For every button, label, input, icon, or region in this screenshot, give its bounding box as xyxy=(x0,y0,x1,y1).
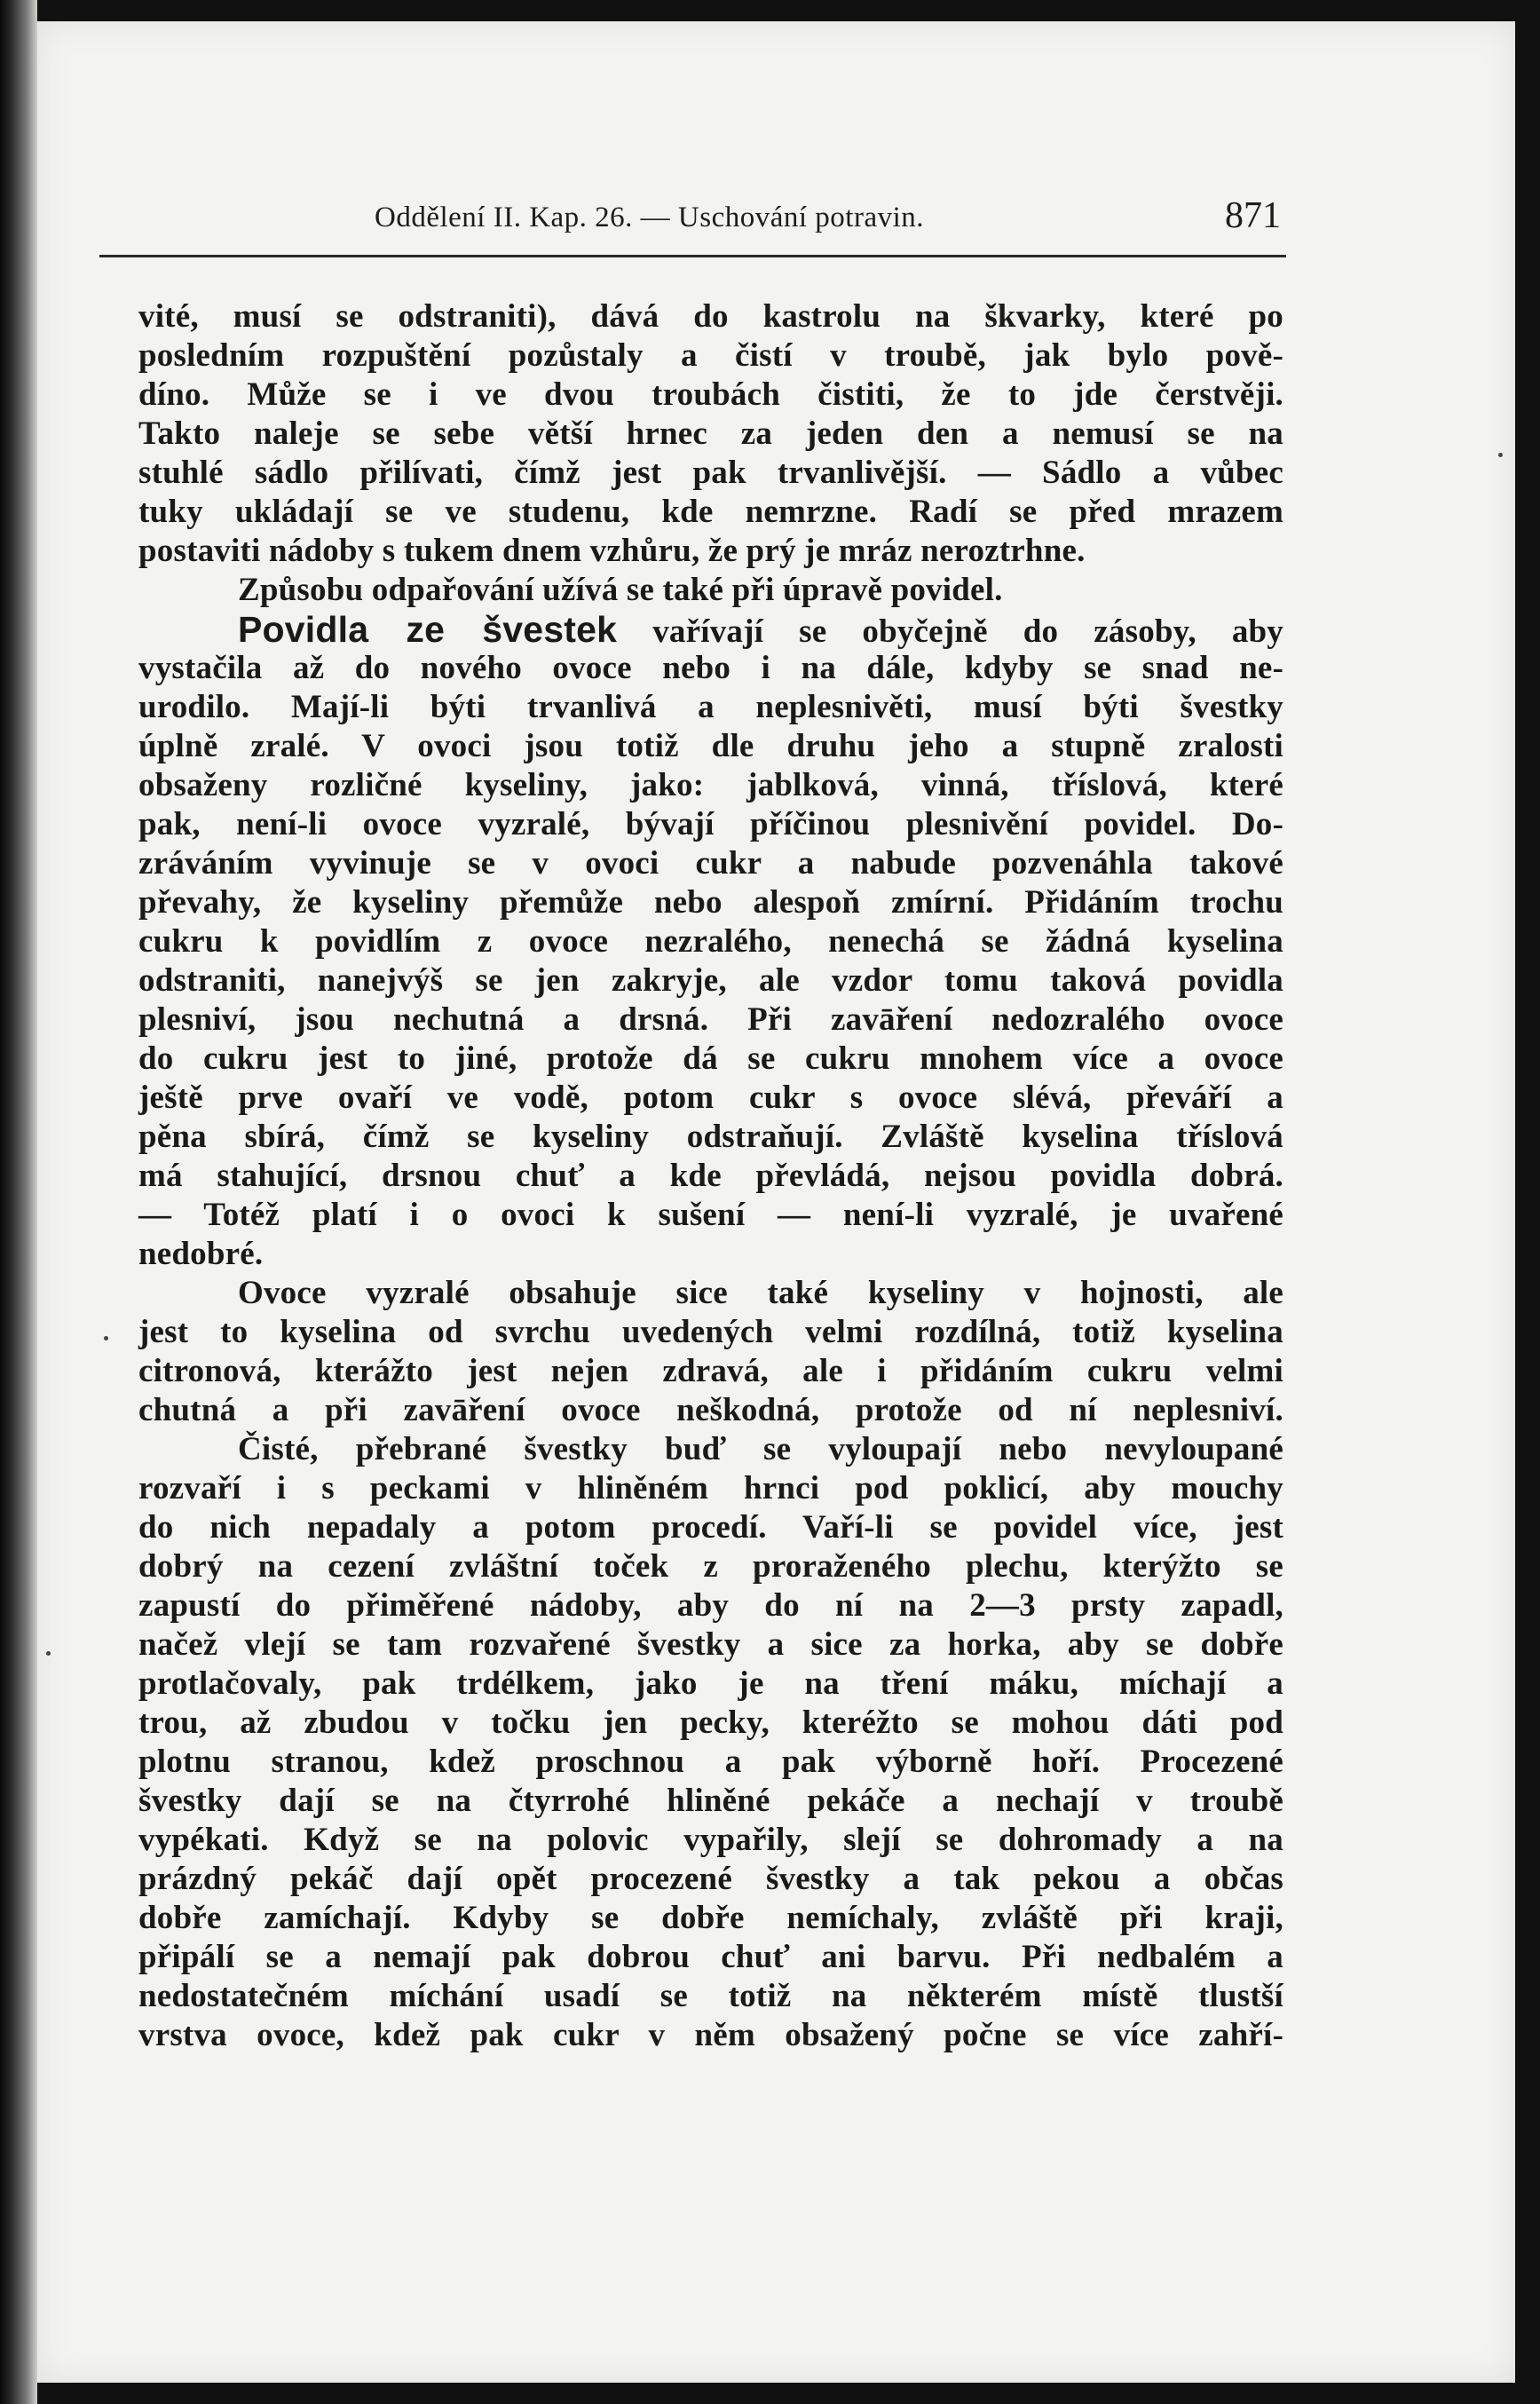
text-line: díno. Může se i ve dvou troubách čistiti, že to jde čerstvěji. xyxy=(138,376,1283,413)
text-line: ještě prve ovaří ve vodě, potom cukr s ovoce slévá, převáří a xyxy=(138,1079,1283,1116)
text-line: pěna sbírá, čímž se kyseliny odstraňují. Zvláště kyselina tříslová xyxy=(138,1119,1283,1155)
text-line: zráváním vyvinuje se v ovoci cukr a nabude pozvenáhla takové xyxy=(138,845,1283,882)
text-line: obsaženy rozličné kyseliny, jako: jablková, vinná, tříslová, které xyxy=(138,767,1283,803)
text-line: vypékati. Když se na polovic vypařily, slejí se dohromady a na xyxy=(138,1822,1283,1858)
text-line: vystačila až do nového ovoce nebo i na dále, kdyby se snad ne- xyxy=(138,650,1283,686)
text-line: nedobré. xyxy=(138,1236,264,1272)
text-line: tuky ukládají se ve studenu, kde nemrzne. Radí se před mrazem xyxy=(138,494,1283,530)
paragraph-start-line: Povidla ze švestek vařívají se obyčejně do zásoby, aby xyxy=(238,609,1283,650)
text-line: dobrý na cezení zvláštní toček z proraženého plechu, kterýžto se xyxy=(138,1548,1283,1585)
text-line: zapustí do přiměřené nádoby, aby do ní na 2—3 prsty zapadl, xyxy=(138,1587,1283,1624)
text-line: úplně zralé. V ovoci jsou totiž dle druhu jeho a stupně zralosti xyxy=(138,728,1283,764)
text-line: nedostatečném míchání usadí se totiž na některém místě tlustší xyxy=(138,1978,1283,2014)
text-line: trou, až zbudou v točku jen pecky, kteréžto se mohou dáti pod xyxy=(138,1704,1283,1741)
text-line: pak, není-li ovoce vyzralé, bývají příčinou plesnivění povidel. Do- xyxy=(138,806,1283,842)
body-text xyxy=(138,297,1283,2055)
text-line: připálí se a nemají pak dobrou chuť ani barvu. Při nedbalém a xyxy=(138,1939,1283,1975)
text-line: švestky dají se na čtyrrohé hliněné pekáče a nechají v troubě xyxy=(138,1783,1283,1819)
paragraph-start-line: Ovoce vyzralé obsahuje sice také kyseliny v hojnosti, ale xyxy=(238,1275,1283,1311)
text-line: vité, musí se odstraniti), dává do kastrolu na škvarky, které po xyxy=(138,298,1283,335)
running-header xyxy=(99,191,1286,244)
text-line: prázdný pekáč dají opět procezené švestky a tak pekou a občas xyxy=(138,1861,1283,1897)
text-line: dobře zamíchají. Kdyby se dobře nemíchaly, zvláště při kraji, xyxy=(138,1900,1283,1936)
text-line: má stahující, drsnou chuť a kde převládá, nejsou povidla dobrá. xyxy=(138,1158,1283,1194)
text-line: do cukru jest to jiné, protože dá se cukru mnohem více a ovoce xyxy=(138,1040,1283,1077)
text-line: plesniví, jsou nechutná a drsná. Při zavāření nedozralého ovoce xyxy=(138,1001,1283,1038)
text-line: chutná a při zavāření ovoce neškodná, protože od ní neplesniví. xyxy=(138,1392,1283,1428)
page-binding-edge xyxy=(0,0,37,2404)
margin-speck xyxy=(46,1651,51,1656)
text-line: cukru k povidlím z ovoce nezralého, nenechá se žádná kyselina xyxy=(138,923,1283,960)
text-line: načež vlejí se tam rozvařené švestky a sice za horka, aby se dobře xyxy=(138,1626,1283,1663)
text-line: urodilo. Mají-li býti trvanlivá a neplesnivěti, musí býti švestky xyxy=(138,689,1283,725)
margin-speck xyxy=(1498,453,1503,457)
paragraph-start-line: Čisté, přebrané švestky buď se vyloupají nebo nevyloupané xyxy=(238,1431,1283,1467)
text-line: Takto naleje se sebe větší hrnec za jeden den a nemusí se na xyxy=(138,415,1283,452)
text-line: stuhlé sádlo přilívati, čímž jest pak trvanlivější. — Sádlo a vůbec xyxy=(138,455,1283,491)
paragraph-lead-words: Povidla ze švestek xyxy=(238,609,618,650)
text-line: citronová, kterážto jest nejen zdravá, ale i přidáním cukru velmi xyxy=(138,1353,1283,1389)
paragraph-start-line: Způsobu odpařování užívá se také při úpravě povidel. xyxy=(238,572,1003,608)
text-line: vrstva ovoce, kdež pak cukr v něm obsažený počne se více zahří- xyxy=(138,2017,1283,2053)
text-line: — Totéž platí i o ovoci k sušení — není-li vyzralé, je uvařené xyxy=(138,1197,1283,1233)
text-line: jest to kyselina od svrchu uvedených velmi rozdílná, totiž kyselina xyxy=(138,1314,1283,1350)
text-line: postaviti nádoby s tukem dnem vzhůru, že prý je mráz neroztrhne. xyxy=(138,533,1086,569)
text-line: do nich nepadaly a potom procedí. Vaří-li se povidel více, jest xyxy=(138,1509,1283,1546)
header-rule xyxy=(99,255,1286,257)
text-line: posledním rozpuštění pozůstaly a čistí v troubě, jak bylo pově- xyxy=(138,337,1283,374)
page-number: 871 xyxy=(1225,195,1281,236)
chapter-header-title: Oddělení II. Kap. 26. — Uschování potravin. xyxy=(375,202,925,233)
text-line: převahy, že kyseliny přemůže nebo alespoň zmírní. Přidáním trochu xyxy=(138,884,1283,921)
text-line: plotnu stranou, kdež proschnou a pak výborně hoří. Procezené xyxy=(138,1744,1283,1780)
text-line: rozvaří i s peckami v hliněném hrnci pod poklicí, aby mouchy xyxy=(138,1470,1283,1506)
text-line: protlačovaly, pak trdélkem, jako je na tření máku, míchají a xyxy=(138,1665,1283,1702)
margin-speck xyxy=(104,1336,108,1340)
text-line: odstraniti, nanejvýš se jen zakryje, ale vzdor tomu taková povidla xyxy=(138,962,1283,999)
